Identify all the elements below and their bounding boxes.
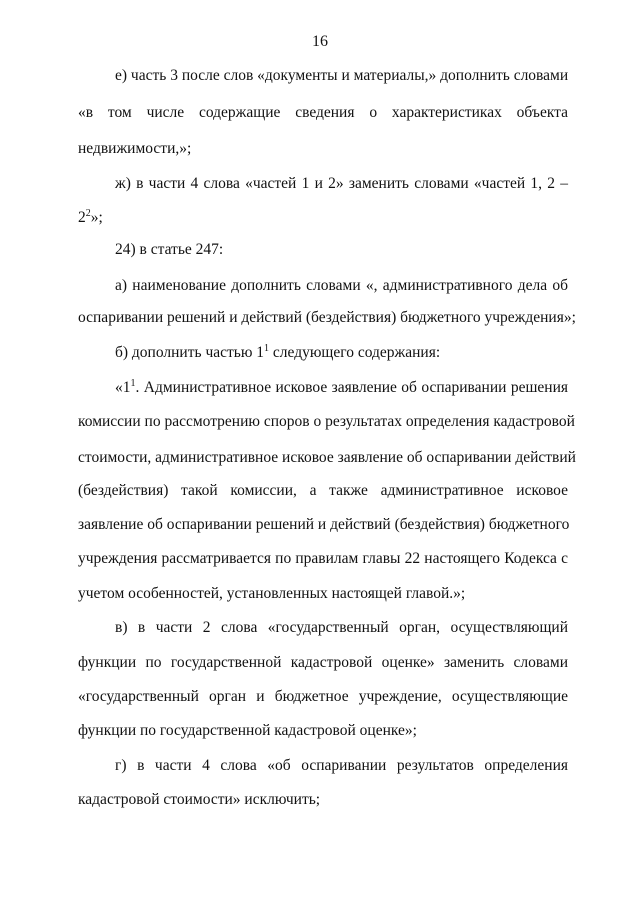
paragraph-e-line-3: недвижимости,»; [78,140,192,157]
quote-line-1 [115,378,568,398]
paragraph-v-line-4: функции по государственной кадастровой оценке»; [78,722,417,739]
b1-post: следующего содержания: [269,344,441,361]
page-number: 16 [312,33,328,50]
paragraph-v-line-3: «государственный орган и бюджетное учреждение, осуществляющие [78,688,568,705]
zh2-base: 2 [78,209,86,226]
paragraph-zh-line-1: ж) в части 4 слова «частей 1 и 2» заменить словами «частей 1, 2 – [115,175,568,192]
paragraph-v-line-1: в) в части 2 слова «государственный орган, осуществляющий [115,619,568,636]
q1-post: . Административное исковое заявление об оспаривании решения [135,379,568,396]
q1-superscript: 1 [130,378,136,389]
paragraph-a-line-1: а) наименование дополнить словами «, административного дела об [115,277,568,294]
quote-line-4: (бездействия) такой комиссии, а также административное исковое [78,482,568,499]
paragraph-g-line-1: г) в части 4 слова «об оспаривании результатов определения [115,757,568,774]
paragraph-e-line-1: е) часть 3 после слов «документы и материалы,» дополнить словами [115,67,569,84]
paragraph-zh-line-2 [78,208,568,228]
quote-line-5: заявление об оспаривании решений и действий (бездействия) бюджетного [78,516,570,533]
q1-pre: «1 [115,379,131,396]
paragraph-b-line-1 [115,343,568,363]
zh2-superscript: 2 [85,208,91,219]
quote-line-6: учреждения рассматривается по правилам главы 22 настоящего Кодекса с [78,550,568,567]
b1-superscript: 1 [264,343,270,354]
quote-line-7: учетом особенностей, установленных настоящей главой.»; [78,585,466,602]
b1-pre: б) дополнить частью 1 [115,344,265,361]
quote-line-2: комиссии по рассмотрению споров о результатах определения кадастровой [78,413,575,430]
paragraph-v-line-2: функции по государственной кадастровой оценке» заменить словами [78,654,568,671]
paragraph-e-line-2: «в том числе содержащие сведения о характеристиках объекта [78,104,568,121]
paragraph-a-line-2: оспаривании решений и действий (бездействия) бюджетного учреждения»; [78,309,576,326]
quote-line-3: стоимости, административное исковое заявление об оспаривании действий [78,449,576,466]
zh2-rest: »; [90,209,103,226]
item-24-heading: 24) в статье 247: [115,241,224,258]
paragraph-g-line-2: кадастровой стоимости» исключить; [78,791,321,808]
